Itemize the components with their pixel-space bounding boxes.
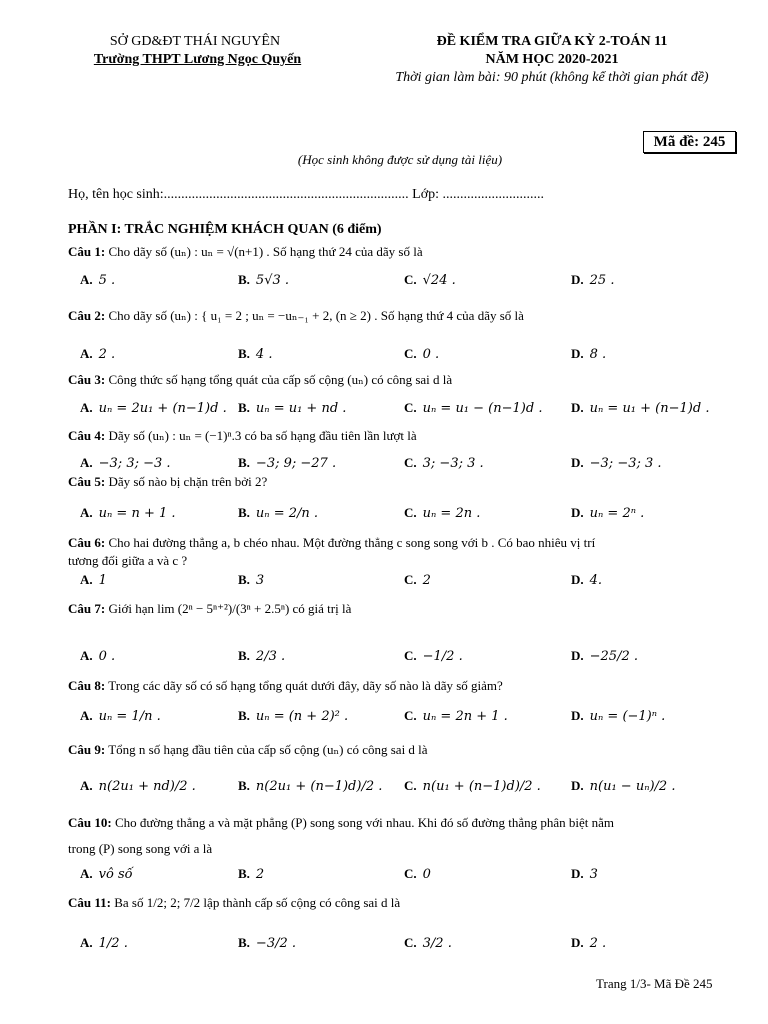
option-text: n(u₁ + (n−1)d)/2 .	[422, 779, 541, 794]
question-5	[68, 474, 267, 490]
answer-option-c[interactable]	[404, 708, 508, 724]
option-text: uₙ = n + 1 .	[98, 506, 176, 521]
answer-option-c[interactable]	[404, 505, 480, 521]
option-letter: C.	[404, 648, 417, 663]
answer-option-d[interactable]	[571, 400, 709, 416]
option-text: 3	[255, 573, 265, 588]
option-letter: C.	[404, 505, 417, 520]
option-letter: B.	[238, 346, 250, 361]
option-text: uₙ = 2u₁ + (n−1)d .	[98, 401, 227, 416]
option-text: uₙ = (−1)ⁿ .	[589, 709, 666, 724]
option-text: uₙ = u₁ + (n−1)d .	[589, 401, 710, 416]
answer-option-c[interactable]	[404, 866, 431, 882]
question-8	[68, 678, 503, 694]
answer-option-c[interactable]	[404, 400, 542, 416]
option-text: 1/2 .	[98, 936, 128, 951]
option-text: uₙ = u₁ − (n−1)d .	[422, 401, 543, 416]
answer-option-a[interactable]	[80, 346, 115, 362]
option-letter: D.	[571, 648, 584, 663]
option-text: 8 .	[589, 347, 607, 362]
option-letter: B.	[238, 935, 250, 950]
answer-option-b[interactable]	[238, 866, 264, 882]
option-text: √24 .	[422, 273, 456, 288]
option-text: −3/2 .	[255, 936, 297, 951]
answer-option-a[interactable]	[80, 455, 171, 471]
question-10	[68, 815, 614, 831]
option-letter: B.	[238, 572, 250, 587]
option-text: uₙ = 1/n .	[98, 709, 161, 724]
answer-option-c[interactable]	[404, 648, 463, 664]
option-letter: A.	[80, 778, 93, 793]
question-1	[68, 244, 423, 260]
option-letter: D.	[571, 346, 584, 361]
answer-option-c[interactable]	[404, 572, 431, 588]
question-label: Câu 9:	[68, 742, 106, 757]
option-letter: A.	[80, 400, 93, 415]
option-text: 2	[255, 867, 265, 882]
option-letter: A.	[80, 708, 93, 723]
option-letter: A.	[80, 648, 93, 663]
answer-option-b[interactable]	[238, 400, 346, 416]
option-letter: C.	[404, 400, 417, 415]
option-letter: D.	[571, 400, 584, 415]
answer-option-b[interactable]	[238, 272, 289, 288]
answer-option-b[interactable]	[238, 648, 285, 664]
option-letter: D.	[571, 272, 584, 287]
option-letter: A.	[80, 346, 93, 361]
question-4	[68, 428, 417, 444]
answer-option-a[interactable]	[80, 272, 115, 288]
option-letter: C.	[404, 455, 417, 470]
option-text: −3; 9; −27 .	[255, 456, 337, 471]
option-letter: B.	[238, 272, 250, 287]
answer-option-c[interactable]	[404, 346, 439, 362]
question-text: Cho đường thẳng a và mặt phẳng (P) song song với nhau. Khi đó số đường thẳng phân biệt nằm	[111, 815, 614, 830]
option-letter: B.	[238, 455, 250, 470]
option-text: 3	[589, 867, 598, 882]
option-letter: D.	[571, 778, 584, 793]
option-text: uₙ = 2ⁿ .	[589, 506, 645, 521]
student-info-line: Họ, tên học sinh:...................................................................... Lớp: .............................	[68, 187, 544, 202]
option-letter: A.	[80, 866, 93, 881]
question-label: Câu 4:	[68, 428, 106, 443]
answer-option-a[interactable]	[80, 400, 227, 416]
question-text: Trong các dãy số có số hạng tổng quát dưới đây, dãy số nào là dãy số giảm?	[105, 678, 503, 693]
option-letter: C.	[404, 778, 417, 793]
option-letter: D.	[571, 455, 584, 470]
question-text: Công thức số hạng tổng quát của cấp số cộng (uₙ) có công sai d là	[105, 372, 453, 387]
question-text: Dãy số nào bị chặn trên bởi 2?	[105, 474, 268, 489]
option-text: n(u₁ − uₙ)/2 .	[589, 779, 676, 794]
option-letter: C.	[404, 708, 417, 723]
exam-year: NĂM HỌC 2020-2021	[485, 52, 619, 67]
option-letter: D.	[571, 708, 584, 723]
option-letter: B.	[238, 400, 250, 415]
answer-option-c[interactable]	[404, 455, 484, 471]
answer-option-c[interactable]	[404, 272, 456, 288]
question-text: Cho dãy số (uₙ) : uₙ = √(n+1) . Số hạng thứ 24 của dãy số là	[105, 244, 423, 259]
answer-option-b[interactable]	[238, 572, 264, 588]
option-letter: B.	[238, 708, 250, 723]
answer-option-a[interactable]	[80, 572, 107, 588]
answer-option-b[interactable]	[238, 346, 272, 362]
question-3	[68, 372, 452, 388]
answer-option-b[interactable]	[238, 455, 336, 471]
answer-option-c[interactable]	[404, 778, 541, 794]
option-text: −3; −3; 3 .	[589, 456, 662, 471]
option-letter: B.	[238, 648, 250, 663]
answer-option-d[interactable]	[571, 935, 606, 951]
option-letter: C.	[404, 935, 417, 950]
answer-option-a[interactable]	[80, 708, 161, 724]
option-letter: C.	[404, 572, 417, 587]
school-name: Trường THPT Lương Ngọc Quyến	[93, 52, 302, 67]
option-letter: D.	[571, 572, 584, 587]
option-text: 5√3 .	[255, 273, 290, 288]
option-text: uₙ = 2n .	[422, 506, 481, 521]
answer-option-d[interactable]	[571, 708, 665, 724]
option-text: uₙ = 2n + 1 .	[422, 709, 508, 724]
question-label: Câu 8:	[68, 678, 106, 693]
option-text: 2/3 .	[255, 649, 286, 664]
question-label: Câu 1:	[68, 244, 106, 259]
option-text: 25 .	[589, 273, 615, 288]
answer-option-b[interactable]	[238, 505, 318, 521]
answer-option-a[interactable]	[80, 778, 196, 794]
option-letter: C.	[404, 866, 417, 881]
option-text: n(2u₁ + nd)/2 .	[98, 779, 196, 794]
question-label: Câu 2:	[68, 308, 106, 323]
question-label: Câu 3:	[68, 372, 106, 387]
question-text: Giới hạn lim (2ⁿ − 5ⁿ⁺²)/(3ⁿ + 2.5ⁿ) có giá trị là	[105, 601, 352, 616]
option-text: 4.	[589, 573, 603, 588]
part-title: PHẦN I: TRẮC NGHIỆM KHÁCH QUAN (6 điểm)	[68, 222, 382, 237]
page-footer: Trang 1/3- Mã Đề 245	[596, 976, 713, 991]
option-text: 2	[422, 573, 431, 588]
option-letter: A.	[80, 935, 93, 950]
question-label: Câu 6:	[68, 535, 106, 550]
option-text: 0 .	[422, 347, 440, 362]
answer-option-b[interactable]	[238, 778, 382, 794]
answer-option-d[interactable]	[571, 572, 602, 588]
option-text: 2 .	[589, 936, 607, 951]
option-letter: C.	[404, 272, 417, 287]
answer-option-d[interactable]	[571, 272, 614, 288]
option-text: 5 .	[98, 273, 116, 288]
option-letter: B.	[238, 866, 250, 881]
option-text: 0	[422, 867, 431, 882]
option-text: vô số	[98, 867, 133, 882]
option-letter: A.	[80, 572, 93, 587]
option-text: 3/2 .	[422, 936, 452, 951]
exam-title: ĐỀ KIỂM TRA GIỮA KỲ 2-TOÁN 11	[436, 34, 668, 49]
exam-note: (Học sinh không được sử dụng tài liệu)	[297, 152, 503, 167]
answer-option-d[interactable]	[571, 866, 598, 882]
answer-option-a[interactable]	[80, 866, 133, 882]
exam-duration: Thời gian làm bài: 90 phút (không kể thời gian phát đề)	[395, 70, 709, 85]
option-text: uₙ = 2/n .	[255, 506, 319, 521]
question-text: Dãy số (uₙ) : uₙ = (−1)ⁿ.3 có ba số hạng đầu tiên lần lượt là	[105, 428, 417, 443]
option-letter: D.	[571, 505, 584, 520]
question-9	[68, 742, 428, 758]
question-label: Câu 7:	[68, 601, 106, 616]
question-label: Câu 5:	[68, 474, 106, 489]
answer-option-b[interactable]	[238, 935, 296, 951]
question-label: Câu 11:	[68, 895, 111, 910]
answer-option-a[interactable]	[80, 935, 128, 951]
option-text: uₙ = u₁ + nd .	[255, 401, 347, 416]
question-label: Câu 10:	[68, 815, 112, 830]
question-2	[68, 308, 524, 324]
option-text: 3; −3; 3 .	[422, 456, 484, 471]
option-letter: D.	[571, 935, 584, 950]
question-6	[68, 535, 595, 551]
exam-code-box: Mã đề: 245	[643, 131, 736, 153]
option-letter: C.	[404, 346, 417, 361]
option-text: 1	[98, 573, 107, 588]
option-letter: A.	[80, 505, 93, 520]
question-text: Cho dãy số (uₙ) : { u₁ = 2 ; uₙ = −uₙ₋₁ + 2, (n ≥ 2) . Số hạng thứ 4 của dãy số là	[105, 308, 524, 323]
option-text: −1/2 .	[422, 649, 463, 664]
answer-option-d[interactable]	[571, 346, 606, 362]
question-text: Tổng n số hạng đầu tiên của cấp số cộng (uₙ) có công sai d là	[105, 742, 428, 757]
option-text: −3; 3; −3 .	[98, 456, 171, 471]
option-text: uₙ = (n + 2)² .	[255, 709, 349, 724]
option-text: n(2u₁ + (n−1)d)/2 .	[255, 779, 383, 794]
answer-option-d[interactable]	[571, 455, 662, 471]
question-text: Cho hai đường thẳng a, b chéo nhau. Một đường thẳng c song song với b . Có bao nhiêu vị trí	[105, 535, 596, 550]
option-letter: D.	[571, 866, 584, 881]
question-11	[68, 895, 400, 911]
answer-option-a[interactable]	[80, 505, 176, 521]
option-text: 0 .	[98, 649, 116, 664]
question-text: Ba số 1/2; 2; 7/2 lập thành cấp số cộng có công sai d là	[110, 895, 401, 910]
answer-option-b[interactable]	[238, 708, 348, 724]
answer-option-a[interactable]	[80, 648, 115, 664]
answer-option-c[interactable]	[404, 935, 452, 951]
option-letter: A.	[80, 272, 93, 287]
answer-option-d[interactable]	[571, 505, 644, 521]
question-text-continued: trong (P) song song với a là	[68, 841, 213, 856]
question-text-continued: tương đối giữa a và c ?	[68, 553, 188, 568]
option-text: 4 .	[255, 347, 273, 362]
option-letter: B.	[238, 505, 250, 520]
department-name: SỞ GD&ĐT THÁI NGUYÊN	[109, 34, 281, 49]
option-text: 2 .	[98, 347, 116, 362]
question-7	[68, 601, 351, 617]
option-letter: A.	[80, 455, 93, 470]
answer-option-d[interactable]	[571, 778, 675, 794]
option-letter: B.	[238, 778, 250, 793]
option-text: −25/2 .	[589, 649, 638, 664]
answer-option-d[interactable]	[571, 648, 638, 664]
